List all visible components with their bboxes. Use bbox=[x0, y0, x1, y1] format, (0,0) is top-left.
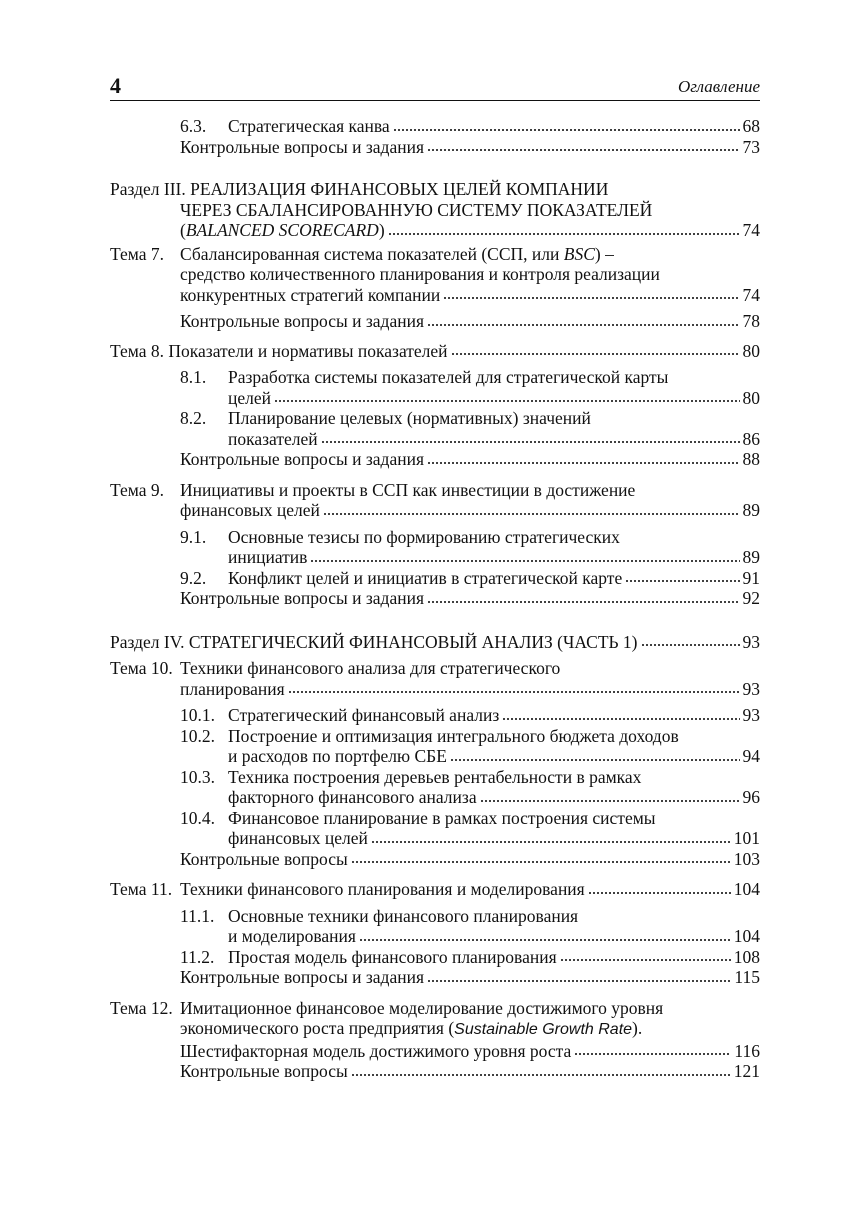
toc-entry-number: 10.3. bbox=[180, 766, 215, 787]
dot-leader bbox=[323, 512, 740, 516]
dot-leader bbox=[393, 128, 740, 132]
toc-part-3[interactable] bbox=[110, 179, 760, 241]
toc-topic-title-line: экономического роста предприятия ( bbox=[180, 1018, 455, 1038]
dot-leader bbox=[427, 148, 740, 152]
toc-entry-10-4[interactable] bbox=[110, 808, 760, 849]
toc-entry-title: Контрольные вопросы и задания bbox=[180, 136, 424, 157]
dot-leader bbox=[371, 840, 731, 844]
toc-topic-title-line: средство количественного планирования и контроля реализации bbox=[180, 264, 660, 284]
toc-topic-8[interactable] bbox=[110, 341, 760, 362]
toc-topic-title-line: ). bbox=[632, 1018, 643, 1038]
toc-topic-label: Тема 10. bbox=[110, 658, 173, 678]
table-of-contents bbox=[110, 116, 760, 1082]
toc-entry-10-2[interactable] bbox=[110, 726, 760, 767]
toc-page-number: 104 bbox=[733, 879, 760, 899]
dot-leader bbox=[625, 579, 739, 583]
toc-entry-10-3[interactable] bbox=[110, 767, 760, 808]
dot-leader bbox=[274, 399, 740, 403]
toc-entry-title-line: Разработка системы показателей для стратегической карты bbox=[228, 367, 669, 387]
toc-page-number: 80 bbox=[742, 387, 760, 408]
toc-page-number: 73 bbox=[742, 136, 760, 157]
toc-entry-8-2[interactable] bbox=[110, 408, 760, 449]
dot-leader bbox=[502, 717, 739, 721]
toc-page-number: 93 bbox=[742, 705, 760, 725]
toc-topic-label: Тема 12. bbox=[110, 997, 173, 1018]
toc-entry-11-1[interactable] bbox=[110, 906, 760, 947]
toc-entry-9-2[interactable] bbox=[110, 568, 760, 589]
dot-leader bbox=[480, 799, 740, 803]
toc-page-number: 86 bbox=[742, 428, 760, 449]
toc-entry-title-line: инициатив bbox=[228, 547, 308, 567]
toc-entry-title: Стратегическая канва bbox=[228, 116, 390, 136]
page-header bbox=[110, 74, 760, 101]
toc-entry-title: Контрольные вопросы и задания bbox=[180, 449, 424, 469]
toc-entry-questions-6[interactable] bbox=[110, 137, 760, 158]
paren: ( bbox=[180, 220, 186, 240]
dot-leader bbox=[451, 352, 740, 356]
toc-topic-title-line: Инициативы и проекты в ССП как инвестиции в достижение bbox=[180, 479, 636, 500]
dot-leader bbox=[641, 643, 740, 647]
toc-entry-questions-10[interactable] bbox=[110, 849, 760, 870]
toc-entry-title: Конфликт целей и инициатив в стратегической карте bbox=[228, 567, 623, 588]
toc-topic-title-line: Сбалансированная система показателей (ССП, или bbox=[180, 243, 564, 264]
toc-topic-title: Показатели и нормативы показателей bbox=[168, 340, 448, 361]
dot-leader bbox=[560, 958, 731, 962]
toc-entry-questions-7[interactable] bbox=[110, 311, 760, 332]
toc-page-number: 68 bbox=[742, 116, 760, 136]
toc-entry-title-line: финансовых целей bbox=[228, 828, 368, 848]
dot-leader bbox=[427, 600, 740, 604]
dot-leader bbox=[388, 232, 740, 236]
toc-topic-title: Техники финансового планирования и моделирования bbox=[180, 879, 585, 899]
toc-topic-label: Тема 8. bbox=[110, 340, 169, 361]
toc-topic-title-line: ) – bbox=[594, 243, 614, 264]
toc-topic-11[interactable] bbox=[110, 879, 760, 900]
dot-leader bbox=[443, 296, 739, 300]
toc-topic-label: Тема 11. bbox=[110, 879, 173, 899]
toc-page-number: 96 bbox=[742, 787, 760, 807]
toc-entry-title-line: показателей bbox=[228, 428, 318, 449]
toc-entry-10-1[interactable] bbox=[110, 705, 760, 726]
toc-entry-title: Контрольные вопросы и задания bbox=[180, 311, 424, 331]
dot-leader bbox=[450, 758, 740, 762]
toc-topic-label: Тема 7. bbox=[110, 243, 165, 264]
toc-entry-questions-12[interactable] bbox=[110, 1061, 760, 1082]
toc-part-label: Раздел III. bbox=[110, 179, 191, 199]
toc-entry-number: 11.1. bbox=[180, 905, 215, 926]
toc-entry-8-1[interactable] bbox=[110, 367, 760, 408]
toc-page-number: 103 bbox=[733, 848, 760, 869]
toc-entry-title: Контрольные вопросы bbox=[180, 848, 348, 869]
toc-entry-6-3[interactable] bbox=[110, 116, 760, 137]
toc-page-number: 115 bbox=[734, 967, 760, 987]
toc-page-number: 93 bbox=[742, 631, 760, 652]
toc-page-number: 116 bbox=[734, 1040, 760, 1061]
toc-topic-title-line: планирования bbox=[180, 678, 285, 699]
toc-page-number: 74 bbox=[742, 284, 760, 305]
toc-entry-11-2[interactable] bbox=[110, 947, 760, 968]
toc-entry-title-line: Техника построения деревьев рентабельности в рамках bbox=[228, 766, 642, 787]
toc-page-number: 91 bbox=[742, 567, 760, 588]
toc-topic-label: Тема 9. bbox=[110, 479, 165, 500]
toc-entry-title: Стратегический финансовый анализ bbox=[228, 705, 500, 725]
toc-entry-title: Контрольные вопросы и задания bbox=[180, 967, 424, 987]
toc-part-title-line: РЕАЛИЗАЦИЯ ФИНАНСОВЫХ ЦЕЛЕЙ КОМПАНИИ bbox=[190, 179, 609, 199]
toc-topic-title-line: финансовых целей bbox=[180, 500, 320, 520]
dot-leader bbox=[588, 891, 731, 895]
toc-entry-title-line: и расходов по портфелю СБЕ bbox=[228, 746, 447, 766]
toc-entry-title-line: Финансовое планирование в рамках построения системы bbox=[228, 807, 656, 828]
toc-entry-9-1[interactable] bbox=[110, 527, 760, 568]
toc-entry-title-line: факторного финансового анализа bbox=[228, 787, 477, 807]
dot-leader bbox=[427, 979, 731, 983]
toc-page-number: 89 bbox=[742, 547, 760, 567]
dot-leader bbox=[427, 323, 740, 327]
toc-entry-title: Простая модель финансового планирования bbox=[228, 946, 557, 967]
toc-page-number: 104 bbox=[733, 926, 760, 946]
toc-entry-number: 8.2. bbox=[180, 408, 207, 428]
toc-page-number: 89 bbox=[742, 500, 760, 520]
toc-topic-9[interactable] bbox=[110, 480, 760, 521]
toc-entry-title-line: Основные тезисы по формированию стратегических bbox=[228, 526, 620, 547]
dot-leader bbox=[310, 559, 739, 563]
dot-leader bbox=[351, 1073, 731, 1077]
toc-part-title: Раздел IV. СТРАТЕГИЧЕСКИЙ ФИНАНСОВЫЙ АНАЛИЗ (ЧАСТЬ 1) bbox=[110, 631, 638, 652]
toc-topic-title-line: Техники финансового анализа для стратегического bbox=[180, 658, 561, 678]
toc-entry-title-line: Основные техники финансового планирования bbox=[228, 905, 579, 926]
toc-topic-12[interactable] bbox=[110, 998, 760, 1062]
toc-entry-title: Контрольные вопросы bbox=[180, 1061, 348, 1081]
toc-page-number: 93 bbox=[742, 678, 760, 699]
toc-topic-title-italic: BSC bbox=[563, 243, 595, 264]
toc-entry-number: 10.2. bbox=[180, 725, 215, 746]
toc-topic-title-italic: Sustainable Growth Rate bbox=[454, 1021, 633, 1038]
toc-entry-title-line: и моделирования bbox=[228, 926, 356, 946]
toc-entry-title: Контрольные вопросы и задания bbox=[180, 588, 424, 608]
paren: ) bbox=[378, 220, 385, 240]
toc-topic-7[interactable] bbox=[110, 244, 760, 306]
toc-entry-title-line: целей bbox=[228, 387, 271, 408]
toc-entry-number: 6.3. bbox=[180, 116, 207, 136]
toc-entry-number: 10.4. bbox=[180, 807, 215, 828]
toc-page-number: 121 bbox=[733, 1061, 760, 1081]
dot-leader bbox=[288, 690, 740, 694]
toc-entry-title-line: Планирование целевых (нормативных) значений bbox=[228, 408, 591, 428]
toc-entry-title-line: Построение и оптимизация интегрального бюджета доходов bbox=[228, 725, 679, 746]
toc-page-number: 94 bbox=[742, 746, 760, 766]
dot-leader bbox=[359, 938, 731, 942]
toc-entry-number: 9.1. bbox=[180, 526, 207, 547]
toc-entry-questions-11[interactable] bbox=[110, 967, 760, 988]
toc-page-number: 80 bbox=[742, 340, 760, 361]
toc-topic-title-line: Имитационное финансовое моделирование достижимого уровня bbox=[180, 997, 664, 1018]
dot-leader bbox=[427, 461, 740, 465]
toc-page-number: 108 bbox=[733, 946, 760, 967]
toc-entry-number: 10.1. bbox=[180, 705, 215, 725]
running-title: Оглавление bbox=[677, 77, 760, 96]
toc-entry-questions-9[interactable] bbox=[110, 588, 760, 609]
toc-entry-questions-8[interactable] bbox=[110, 449, 760, 470]
toc-part-title-italic: BALANCED SCORECARD bbox=[185, 220, 379, 240]
toc-entry-number: 9.2. bbox=[180, 567, 207, 588]
toc-part-4[interactable] bbox=[110, 632, 760, 653]
dot-leader bbox=[351, 860, 731, 864]
dot-leader bbox=[574, 1052, 731, 1056]
page-number: 4 bbox=[110, 73, 121, 98]
toc-page-number: 74 bbox=[742, 220, 760, 240]
toc-entry-number: 11.2. bbox=[180, 946, 215, 967]
toc-page-number: 92 bbox=[742, 588, 760, 608]
toc-page-number: 88 bbox=[742, 449, 760, 469]
toc-topic-title-line: конкурентных стратегий компании bbox=[180, 284, 441, 305]
dot-leader bbox=[321, 440, 740, 444]
toc-entry-number: 8.1. bbox=[180, 367, 207, 387]
toc-topic-10[interactable] bbox=[110, 658, 760, 699]
toc-page-number: 101 bbox=[733, 828, 760, 848]
toc-page-number: 78 bbox=[742, 311, 760, 331]
toc-part-title-line: ЧЕРЕЗ СБАЛАНСИРОВАННУЮ СИСТЕМУ ПОКАЗАТЕЛЕЙ bbox=[180, 199, 653, 220]
toc-topic-title-line: Шестифакторная модель достижимого уровня роста bbox=[180, 1040, 572, 1061]
